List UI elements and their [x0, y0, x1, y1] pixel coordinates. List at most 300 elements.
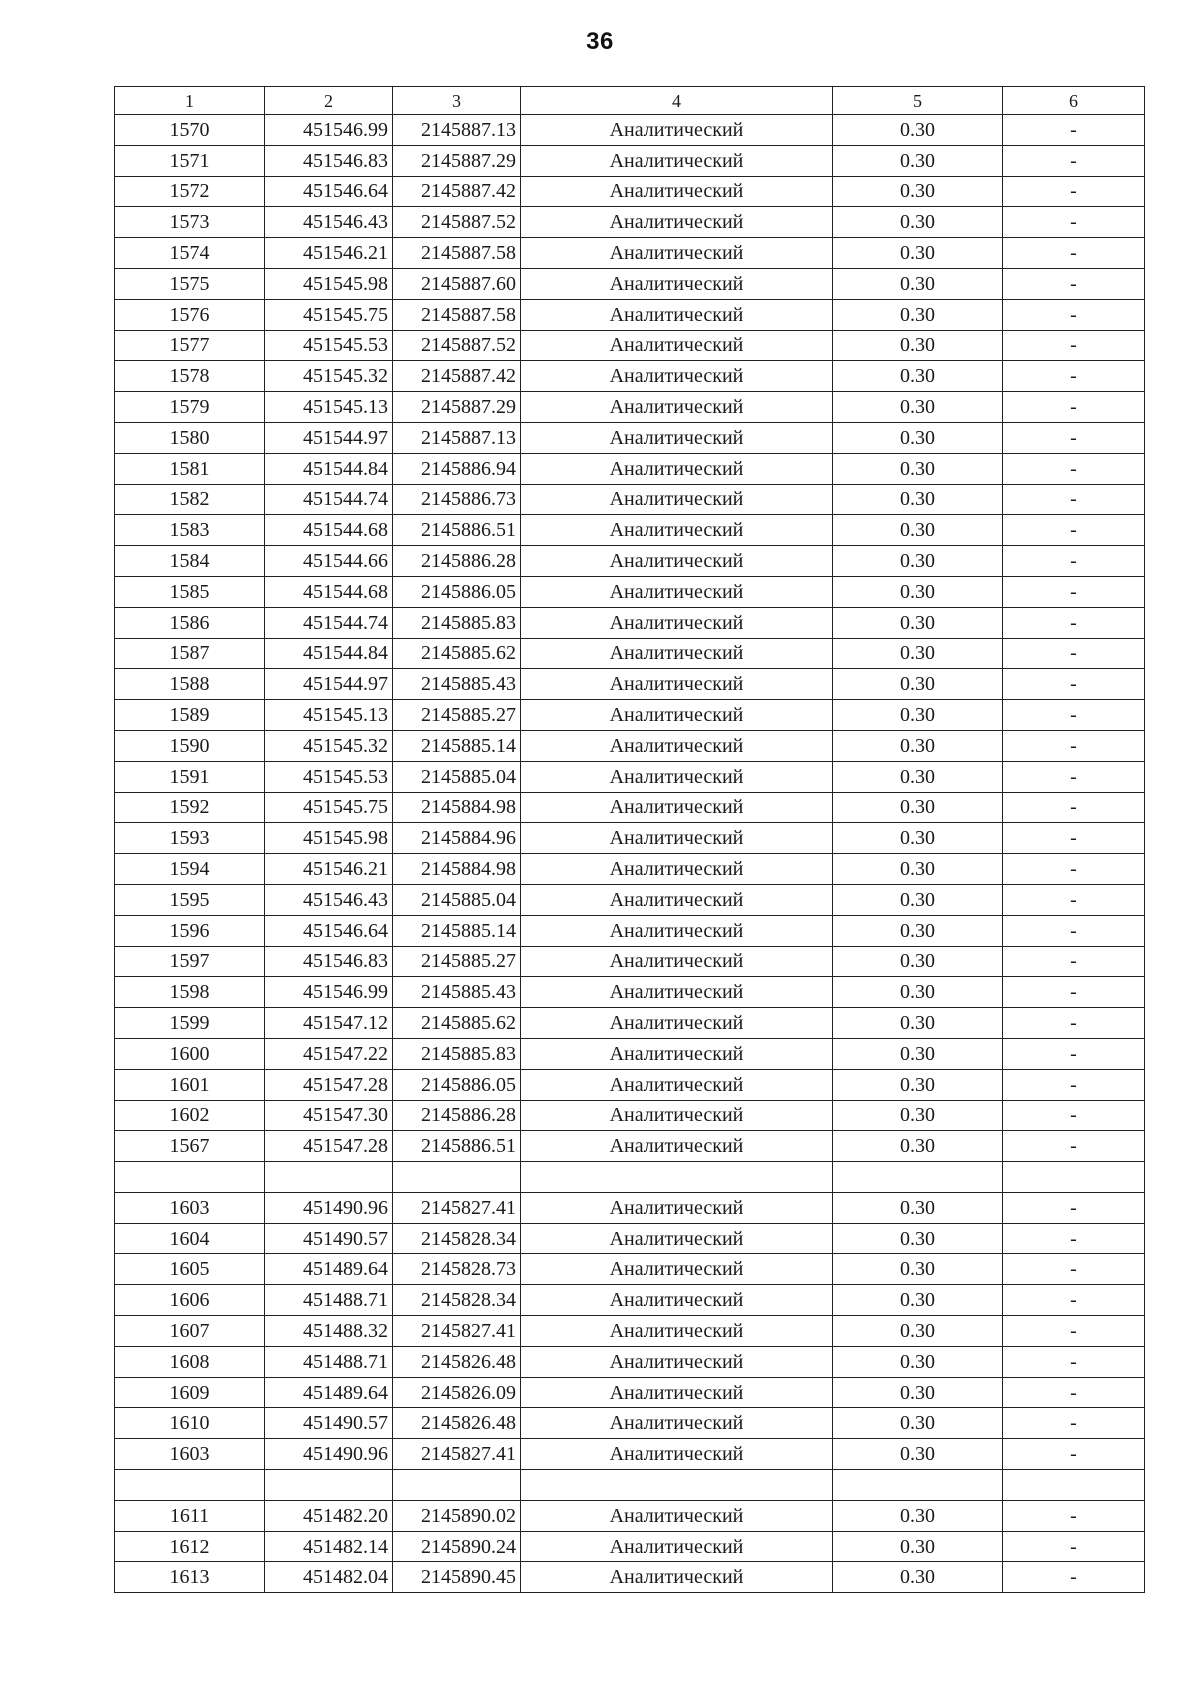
- x-coordinate-cell: [265, 1470, 393, 1501]
- accuracy-cell: 0.30: [833, 299, 1003, 330]
- accuracy-cell: 0.30: [833, 207, 1003, 238]
- table-row: [115, 1377, 1145, 1408]
- y-coordinate-cell: 2145826.48: [393, 1346, 521, 1377]
- method-cell: Аналитический: [521, 1531, 833, 1562]
- x-coordinate-cell: 451482.04: [265, 1562, 393, 1593]
- accuracy-cell: 0.30: [833, 1131, 1003, 1162]
- accuracy-cell: 0.30: [833, 361, 1003, 392]
- description-cell: -: [1003, 1192, 1145, 1223]
- y-coordinate-cell: 2145887.42: [393, 176, 521, 207]
- point-number-cell: 1579: [115, 392, 265, 423]
- point-number-cell: 1594: [115, 854, 265, 885]
- point-number-cell: 1575: [115, 268, 265, 299]
- description-cell: -: [1003, 1408, 1145, 1439]
- x-coordinate-cell: 451545.75: [265, 299, 393, 330]
- accuracy-cell: [833, 1162, 1003, 1193]
- table-row: [115, 761, 1145, 792]
- x-coordinate-cell: 451547.28: [265, 1131, 393, 1162]
- y-coordinate-cell: [393, 1470, 521, 1501]
- table-row: [115, 1408, 1145, 1439]
- accuracy-cell: 0.30: [833, 1346, 1003, 1377]
- table-row: [115, 730, 1145, 761]
- accuracy-cell: 0.30: [833, 792, 1003, 823]
- y-coordinate-cell: 2145885.27: [393, 700, 521, 731]
- accuracy-cell: 0.30: [833, 1069, 1003, 1100]
- method-cell: Аналитический: [521, 792, 833, 823]
- table-row: [115, 946, 1145, 977]
- method-cell: Аналитический: [521, 1285, 833, 1316]
- table-row: [115, 515, 1145, 546]
- table-row: [115, 115, 1145, 146]
- accuracy-cell: 0.30: [833, 1439, 1003, 1470]
- accuracy-cell: 0.30: [833, 884, 1003, 915]
- x-coordinate-cell: 451544.68: [265, 576, 393, 607]
- accuracy-cell: 0.30: [833, 330, 1003, 361]
- table-row: [115, 176, 1145, 207]
- accuracy-cell: 0.30: [833, 453, 1003, 484]
- accuracy-cell: 0.30: [833, 1408, 1003, 1439]
- x-coordinate-cell: 451488.32: [265, 1316, 393, 1347]
- accuracy-cell: 0.30: [833, 1008, 1003, 1039]
- point-number-cell: 1605: [115, 1254, 265, 1285]
- x-coordinate-cell: 451546.43: [265, 207, 393, 238]
- y-coordinate-cell: 2145884.98: [393, 854, 521, 885]
- method-cell: Аналитический: [521, 977, 833, 1008]
- y-coordinate-cell: 2145887.29: [393, 145, 521, 176]
- x-coordinate-cell: 451546.83: [265, 946, 393, 977]
- header-cell-accuracy: 5: [833, 87, 1003, 115]
- x-coordinate-cell: 451547.28: [265, 1069, 393, 1100]
- table-row: [115, 823, 1145, 854]
- method-cell: Аналитический: [521, 1038, 833, 1069]
- point-number-cell: 1599: [115, 1008, 265, 1039]
- y-coordinate-cell: 2145828.34: [393, 1223, 521, 1254]
- y-coordinate-cell: 2145887.58: [393, 299, 521, 330]
- method-cell: Аналитический: [521, 115, 833, 146]
- description-cell: -: [1003, 823, 1145, 854]
- table-row: [115, 1162, 1145, 1193]
- table-body: [115, 115, 1145, 1593]
- method-cell: Аналитический: [521, 1192, 833, 1223]
- accuracy-cell: 0.30: [833, 915, 1003, 946]
- y-coordinate-cell: 2145828.34: [393, 1285, 521, 1316]
- y-coordinate-cell: 2145887.52: [393, 330, 521, 361]
- accuracy-cell: [833, 1470, 1003, 1501]
- method-cell: Аналитический: [521, 576, 833, 607]
- description-cell: -: [1003, 1008, 1145, 1039]
- header-cell-x: 2: [265, 87, 393, 115]
- description-cell: -: [1003, 946, 1145, 977]
- description-cell: -: [1003, 1500, 1145, 1531]
- table-row: [115, 268, 1145, 299]
- accuracy-cell: 0.30: [833, 268, 1003, 299]
- point-number-cell: 1588: [115, 669, 265, 700]
- accuracy-cell: 0.30: [833, 638, 1003, 669]
- table-row: [115, 1100, 1145, 1131]
- description-cell: -: [1003, 207, 1145, 238]
- y-coordinate-cell: 2145884.98: [393, 792, 521, 823]
- y-coordinate-cell: 2145885.43: [393, 977, 521, 1008]
- table-row: [115, 330, 1145, 361]
- description-cell: -: [1003, 1562, 1145, 1593]
- table-row: [115, 1500, 1145, 1531]
- table-row: [115, 638, 1145, 669]
- x-coordinate-cell: 451544.97: [265, 422, 393, 453]
- method-cell: Аналитический: [521, 453, 833, 484]
- description-cell: -: [1003, 392, 1145, 423]
- x-coordinate-cell: 451488.71: [265, 1285, 393, 1316]
- y-coordinate-cell: 2145886.05: [393, 1069, 521, 1100]
- x-coordinate-cell: 451546.99: [265, 115, 393, 146]
- method-cell: Аналитический: [521, 1254, 833, 1285]
- method-cell: Аналитический: [521, 607, 833, 638]
- description-cell: -: [1003, 1100, 1145, 1131]
- accuracy-cell: 0.30: [833, 176, 1003, 207]
- description-cell: -: [1003, 700, 1145, 731]
- table-row: [115, 854, 1145, 885]
- table-row: [115, 1346, 1145, 1377]
- description-cell: -: [1003, 1531, 1145, 1562]
- x-coordinate-cell: 451546.99: [265, 977, 393, 1008]
- point-number-cell: 1596: [115, 915, 265, 946]
- description-cell: -: [1003, 1131, 1145, 1162]
- accuracy-cell: 0.30: [833, 946, 1003, 977]
- method-cell: Аналитический: [521, 1069, 833, 1100]
- description-cell: -: [1003, 1346, 1145, 1377]
- point-number-cell: 1606: [115, 1285, 265, 1316]
- table-row: [115, 484, 1145, 515]
- point-number-cell: 1585: [115, 576, 265, 607]
- method-cell: Аналитический: [521, 730, 833, 761]
- y-coordinate-cell: 2145887.29: [393, 392, 521, 423]
- y-coordinate-cell: 2145887.58: [393, 238, 521, 269]
- table-row: [115, 884, 1145, 915]
- y-coordinate-cell: 2145827.41: [393, 1192, 521, 1223]
- method-cell: Аналитический: [521, 761, 833, 792]
- point-number-cell: 1595: [115, 884, 265, 915]
- x-coordinate-cell: 451490.96: [265, 1192, 393, 1223]
- x-coordinate-cell: 451482.20: [265, 1500, 393, 1531]
- accuracy-cell: 0.30: [833, 1192, 1003, 1223]
- method-cell: Аналитический: [521, 1100, 833, 1131]
- y-coordinate-cell: 2145886.28: [393, 546, 521, 577]
- table-row: [115, 299, 1145, 330]
- y-coordinate-cell: 2145885.04: [393, 884, 521, 915]
- accuracy-cell: 0.30: [833, 854, 1003, 885]
- table-row: [115, 1069, 1145, 1100]
- x-coordinate-cell: 451544.66: [265, 546, 393, 577]
- table-row: [115, 977, 1145, 1008]
- x-coordinate-cell: 451544.84: [265, 638, 393, 669]
- description-cell: -: [1003, 1038, 1145, 1069]
- table-row: [115, 576, 1145, 607]
- method-cell: Аналитический: [521, 638, 833, 669]
- header-cell-method: 4: [521, 87, 833, 115]
- point-number-cell: 1609: [115, 1377, 265, 1408]
- description-cell: -: [1003, 361, 1145, 392]
- method-cell: [521, 1470, 833, 1501]
- table-row: [115, 1223, 1145, 1254]
- method-cell: Аналитический: [521, 1562, 833, 1593]
- method-cell: Аналитический: [521, 422, 833, 453]
- table-row: [115, 392, 1145, 423]
- table-row: [115, 669, 1145, 700]
- table-row: [115, 1285, 1145, 1316]
- method-cell: Аналитический: [521, 1408, 833, 1439]
- y-coordinate-cell: 2145887.13: [393, 422, 521, 453]
- method-cell: Аналитический: [521, 361, 833, 392]
- point-number-cell: 1570: [115, 115, 265, 146]
- x-coordinate-cell: 451545.53: [265, 330, 393, 361]
- point-number-cell: 1598: [115, 977, 265, 1008]
- table-row: [115, 700, 1145, 731]
- y-coordinate-cell: 2145885.14: [393, 915, 521, 946]
- y-coordinate-cell: 2145827.41: [393, 1316, 521, 1347]
- header-cell-point-number: 1: [115, 87, 265, 115]
- point-number-cell: 1608: [115, 1346, 265, 1377]
- accuracy-cell: 0.30: [833, 1038, 1003, 1069]
- table-row: [115, 792, 1145, 823]
- y-coordinate-cell: 2145887.42: [393, 361, 521, 392]
- description-cell: -: [1003, 1254, 1145, 1285]
- description-cell: -: [1003, 330, 1145, 361]
- point-number-cell: 1584: [115, 546, 265, 577]
- description-cell: -: [1003, 299, 1145, 330]
- x-coordinate-cell: 451545.32: [265, 361, 393, 392]
- y-coordinate-cell: 2145828.73: [393, 1254, 521, 1285]
- point-number-cell: 1571: [115, 145, 265, 176]
- y-coordinate-cell: 2145890.24: [393, 1531, 521, 1562]
- x-coordinate-cell: 451544.84: [265, 453, 393, 484]
- description-cell: -: [1003, 638, 1145, 669]
- point-number-cell: 1587: [115, 638, 265, 669]
- table-row: [115, 361, 1145, 392]
- description-cell: -: [1003, 792, 1145, 823]
- accuracy-cell: 0.30: [833, 761, 1003, 792]
- description-cell: -: [1003, 884, 1145, 915]
- method-cell: Аналитический: [521, 946, 833, 977]
- x-coordinate-cell: 451545.53: [265, 761, 393, 792]
- description-cell: -: [1003, 1316, 1145, 1347]
- point-number-cell: 1612: [115, 1531, 265, 1562]
- y-coordinate-cell: 2145886.73: [393, 484, 521, 515]
- method-cell: Аналитический: [521, 1131, 833, 1162]
- x-coordinate-cell: 451544.74: [265, 607, 393, 638]
- table-row: [115, 1531, 1145, 1562]
- y-coordinate-cell: 2145886.51: [393, 1131, 521, 1162]
- point-number-cell: 1600: [115, 1038, 265, 1069]
- x-coordinate-cell: 451544.74: [265, 484, 393, 515]
- x-coordinate-cell: 451544.97: [265, 669, 393, 700]
- x-coordinate-cell: 451547.12: [265, 1008, 393, 1039]
- description-cell: -: [1003, 1285, 1145, 1316]
- y-coordinate-cell: 2145890.45: [393, 1562, 521, 1593]
- point-number-cell: 1591: [115, 761, 265, 792]
- header-cell-y: 3: [393, 87, 521, 115]
- method-cell: Аналитический: [521, 145, 833, 176]
- x-coordinate-cell: 451489.64: [265, 1254, 393, 1285]
- x-coordinate-cell: 451545.98: [265, 268, 393, 299]
- accuracy-cell: 0.30: [833, 1500, 1003, 1531]
- description-cell: -: [1003, 484, 1145, 515]
- y-coordinate-cell: 2145885.62: [393, 638, 521, 669]
- method-cell: Аналитический: [521, 669, 833, 700]
- method-cell: Аналитический: [521, 1223, 833, 1254]
- table-row: [115, 1439, 1145, 1470]
- x-coordinate-cell: 451545.13: [265, 392, 393, 423]
- description-cell: -: [1003, 977, 1145, 1008]
- point-number-cell: 1572: [115, 176, 265, 207]
- description-cell: [1003, 1470, 1145, 1501]
- point-number-cell: 1580: [115, 422, 265, 453]
- method-cell: Аналитический: [521, 915, 833, 946]
- page-number: 36: [586, 28, 614, 55]
- y-coordinate-cell: 2145885.62: [393, 1008, 521, 1039]
- accuracy-cell: 0.30: [833, 669, 1003, 700]
- accuracy-cell: 0.30: [833, 422, 1003, 453]
- method-cell: Аналитический: [521, 515, 833, 546]
- x-coordinate-cell: 451545.98: [265, 823, 393, 854]
- header-cell-description: 6: [1003, 87, 1145, 115]
- method-cell: Аналитический: [521, 1008, 833, 1039]
- accuracy-cell: 0.30: [833, 607, 1003, 638]
- method-cell: Аналитический: [521, 700, 833, 731]
- point-number-cell: 1603: [115, 1439, 265, 1470]
- y-coordinate-cell: 2145885.14: [393, 730, 521, 761]
- y-coordinate-cell: 2145886.51: [393, 515, 521, 546]
- accuracy-cell: 0.30: [833, 576, 1003, 607]
- accuracy-cell: 0.30: [833, 1316, 1003, 1347]
- y-coordinate-cell: 2145826.48: [393, 1408, 521, 1439]
- description-cell: -: [1003, 669, 1145, 700]
- y-coordinate-cell: 2145885.83: [393, 607, 521, 638]
- y-coordinate-cell: 2145890.02: [393, 1500, 521, 1531]
- point-number-cell: 1597: [115, 946, 265, 977]
- description-cell: -: [1003, 176, 1145, 207]
- description-cell: -: [1003, 1377, 1145, 1408]
- accuracy-cell: 0.30: [833, 484, 1003, 515]
- point-number-cell: [115, 1470, 265, 1501]
- description-cell: [1003, 1162, 1145, 1193]
- point-number-cell: 1613: [115, 1562, 265, 1593]
- description-cell: -: [1003, 546, 1145, 577]
- description-cell: -: [1003, 854, 1145, 885]
- method-cell: Аналитический: [521, 1439, 833, 1470]
- x-coordinate-cell: 451490.57: [265, 1408, 393, 1439]
- x-coordinate-cell: 451490.96: [265, 1439, 393, 1470]
- accuracy-cell: 0.30: [833, 546, 1003, 577]
- accuracy-cell: 0.30: [833, 1531, 1003, 1562]
- description-cell: -: [1003, 515, 1145, 546]
- description-cell: -: [1003, 453, 1145, 484]
- method-cell: Аналитический: [521, 546, 833, 577]
- x-coordinate-cell: 451545.32: [265, 730, 393, 761]
- point-number-cell: 1573: [115, 207, 265, 238]
- point-number-cell: 1610: [115, 1408, 265, 1439]
- point-number-cell: 1601: [115, 1069, 265, 1100]
- table-row: [115, 207, 1145, 238]
- table-row: [115, 1254, 1145, 1285]
- y-coordinate-cell: 2145884.96: [393, 823, 521, 854]
- point-number-cell: 1593: [115, 823, 265, 854]
- point-number-cell: 1574: [115, 238, 265, 269]
- accuracy-cell: 0.30: [833, 115, 1003, 146]
- accuracy-cell: 0.30: [833, 1254, 1003, 1285]
- x-coordinate-cell: 451547.22: [265, 1038, 393, 1069]
- x-coordinate-cell: 451545.13: [265, 700, 393, 731]
- method-cell: Аналитический: [521, 884, 833, 915]
- accuracy-cell: 0.30: [833, 1285, 1003, 1316]
- method-cell: Аналитический: [521, 854, 833, 885]
- description-cell: -: [1003, 761, 1145, 792]
- accuracy-cell: 0.30: [833, 1562, 1003, 1593]
- accuracy-cell: 0.30: [833, 392, 1003, 423]
- accuracy-cell: 0.30: [833, 1100, 1003, 1131]
- point-number-cell: 1607: [115, 1316, 265, 1347]
- x-coordinate-cell: 451546.43: [265, 884, 393, 915]
- point-number-cell: 1576: [115, 299, 265, 330]
- description-cell: -: [1003, 576, 1145, 607]
- table-row: [115, 453, 1145, 484]
- point-number-cell: 1586: [115, 607, 265, 638]
- accuracy-cell: 0.30: [833, 700, 1003, 731]
- y-coordinate-cell: 2145885.83: [393, 1038, 521, 1069]
- method-cell: [521, 1162, 833, 1193]
- method-cell: Аналитический: [521, 238, 833, 269]
- point-number-cell: 1583: [115, 515, 265, 546]
- point-number-cell: 1582: [115, 484, 265, 515]
- accuracy-cell: 0.30: [833, 145, 1003, 176]
- point-number-cell: 1581: [115, 453, 265, 484]
- y-coordinate-cell: 2145885.27: [393, 946, 521, 977]
- method-cell: Аналитический: [521, 1316, 833, 1347]
- point-number-cell: [115, 1162, 265, 1193]
- x-coordinate-cell: 451482.14: [265, 1531, 393, 1562]
- description-cell: -: [1003, 730, 1145, 761]
- method-cell: Аналитический: [521, 330, 833, 361]
- method-cell: Аналитический: [521, 392, 833, 423]
- table-row: [115, 1192, 1145, 1223]
- accuracy-cell: 0.30: [833, 730, 1003, 761]
- method-cell: Аналитический: [521, 176, 833, 207]
- coordinates-table: [114, 86, 1145, 1593]
- description-cell: -: [1003, 145, 1145, 176]
- table-header-row: [115, 87, 1145, 115]
- y-coordinate-cell: 2145885.04: [393, 761, 521, 792]
- x-coordinate-cell: 451489.64: [265, 1377, 393, 1408]
- y-coordinate-cell: 2145887.52: [393, 207, 521, 238]
- description-cell: -: [1003, 115, 1145, 146]
- method-cell: Аналитический: [521, 1377, 833, 1408]
- accuracy-cell: 0.30: [833, 977, 1003, 1008]
- table-row: [115, 915, 1145, 946]
- y-coordinate-cell: 2145886.94: [393, 453, 521, 484]
- method-cell: Аналитический: [521, 207, 833, 238]
- table-row: [115, 145, 1145, 176]
- table-row: [115, 1562, 1145, 1593]
- y-coordinate-cell: 2145826.09: [393, 1377, 521, 1408]
- x-coordinate-cell: 451545.75: [265, 792, 393, 823]
- x-coordinate-cell: 451546.21: [265, 238, 393, 269]
- x-coordinate-cell: 451546.64: [265, 915, 393, 946]
- point-number-cell: 1578: [115, 361, 265, 392]
- method-cell: Аналитический: [521, 1500, 833, 1531]
- point-number-cell: 1604: [115, 1223, 265, 1254]
- description-cell: -: [1003, 915, 1145, 946]
- point-number-cell: 1567: [115, 1131, 265, 1162]
- description-cell: -: [1003, 268, 1145, 299]
- accuracy-cell: 0.30: [833, 1223, 1003, 1254]
